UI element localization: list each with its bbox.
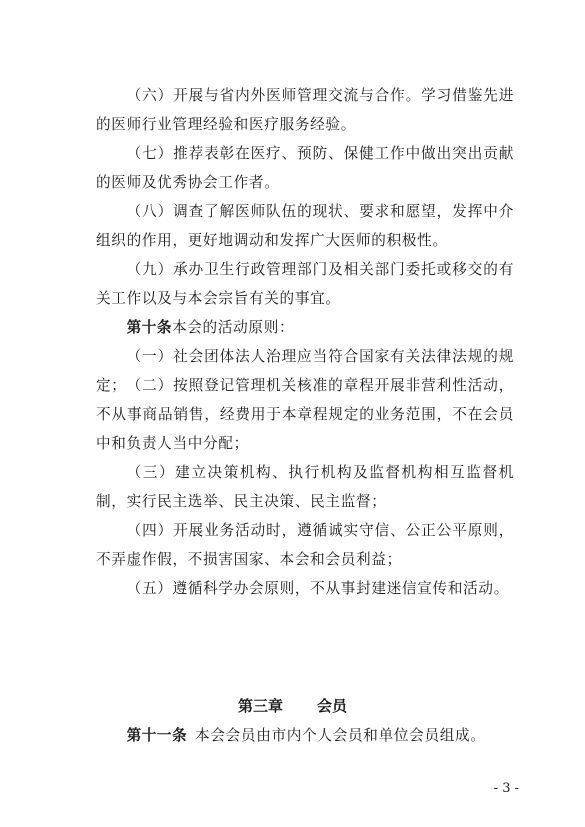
principle-2: （二）按照登记管理机关核准的章程开展非营利性活动，不从事商品销售，经费用于本章程规定的业务范围，不在会员中和负责人当中分配； <box>96 377 514 452</box>
article-11-text: 本会会员由市内个人会员和单位会员组成。 <box>195 727 486 744</box>
article-10-text: 本会的活动原则： <box>171 319 295 336</box>
article-11-label: 第十一条 <box>126 727 188 744</box>
article-11 <box>96 721 514 750</box>
principle-3: （三）建立决策机构、执行机构及监督机构相互监督机制，实行民主选举、民主决策、民主监督； <box>96 464 514 510</box>
chapter-heading <box>0 692 585 721</box>
page-number: - 3 - <box>493 781 519 796</box>
chapter-number: 第三章 <box>237 697 283 715</box>
paragraph-item-9: （九）承办卫生行政管理部门及相关部门委托或移交的有关工作以及与本会宗旨有关的事宜。 <box>96 261 514 307</box>
paragraph-item-6: （六）开展与省内外医师管理交流与合作。学习借鉴先进的医师行业管理经验和医疗服务经验。 <box>96 87 514 133</box>
paragraph-item-7: （七）推荐表彰在医疗、预防、保健工作中做出突出贡献的医师及优秀协会工作者。 <box>96 145 514 191</box>
principle-1: （一）社会团体法人治理应当符合国家有关法律法规的规定； <box>96 348 514 394</box>
article-10 <box>96 313 514 342</box>
chapter-title: 会员 <box>317 697 348 715</box>
paragraph-item-8: （八）调查了解医师队伍的现状、要求和愿望，发挥中介组织的作用，更好地调动和发挥广大医师的积极性。 <box>96 203 514 249</box>
article-10-label: 第十条 <box>126 319 172 336</box>
principle-4: （四）开展业务活动时，遵循诚实守信、公正公平原则，不弄虚作假，不损害国家、本会和会员利益； <box>96 522 514 568</box>
principle-5: （五）遵循科学办会原则，不从事封建迷信宣传和活动。 <box>126 580 510 597</box>
